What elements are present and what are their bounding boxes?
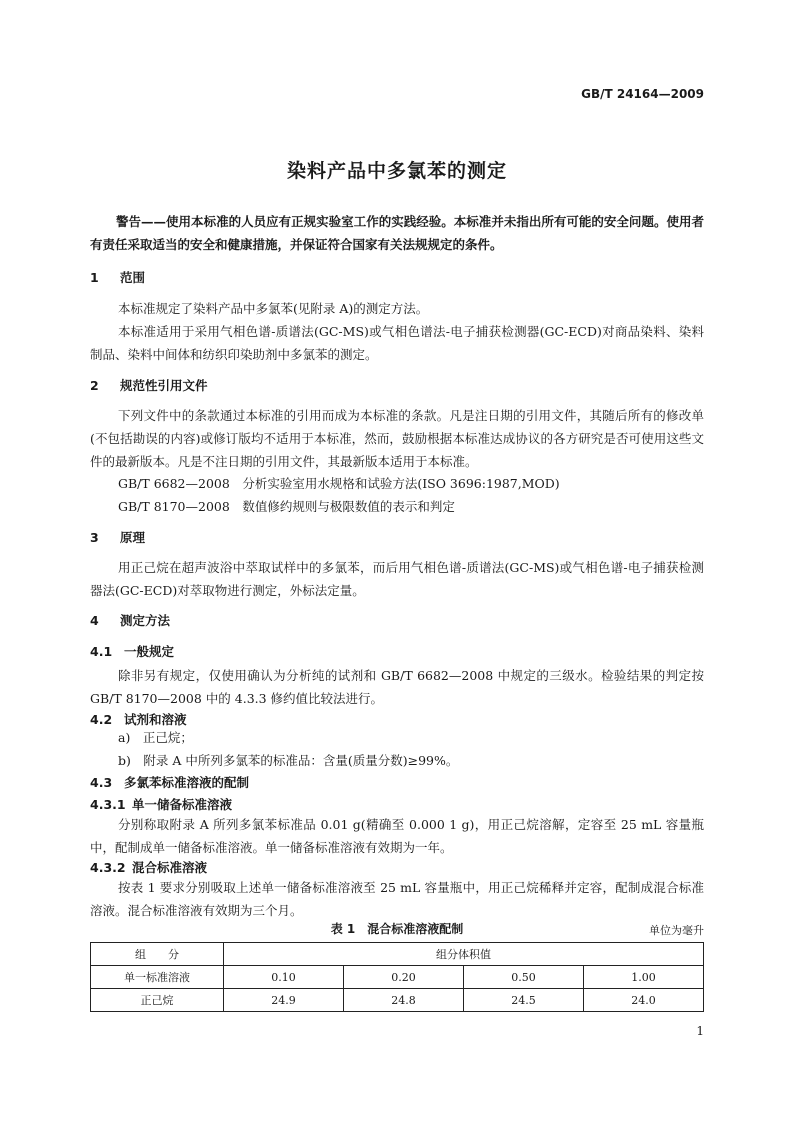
section-4-3-1-para: 分别称取附录 A 所列多氯苯标准品 0.01 g(精确至 0.000 1 g)，用正己烷溶解，定容至 25 mL 容量瓶中，配制成单一储备标准溶液。单一储备标准溶液有效期为一年。 [90,817,704,855]
table-cell: 24.8 [344,989,464,1012]
section-4-3-2-heading: 4.3.2 混合标准溶液 [90,860,208,875]
table-cell: 24.9 [224,989,344,1012]
section-4-3-2-para: 按表 1 要求分别吸取上述单一储备标准溶液至 25 mL 容量瓶中，用正己烷稀释并定容，配制成混合标准溶液。混合标准溶液有效期为三个月。 [90,880,704,918]
section-4-1-heading: 4.1 一般规定 [90,644,175,659]
reagent-item-b: b) 附录 A 中所列多氯苯的标准品：含量(质量分数)≥99%。 [118,753,459,768]
table-header-volume: 组分体积值 [224,943,704,966]
page-number: 1 [696,1024,704,1038]
table-cell-label: 正己烷 [91,989,224,1012]
reagent-item-a: a) 正己烷； [118,730,193,745]
table-cell: 0.10 [224,966,344,989]
section-4-2-heading: 4.2 试剂和溶液 [90,712,187,727]
section-4-1-para: 除非另有规定，仅使用确认为分析纯的试剂和 GB/T 6682—2008 中规定的三级水。检验结果的判定按 GB/T 8170—2008 中的 4.3.3 修约值比较法进行。 [90,668,704,706]
section-1-para-1: 本标准规定了染料产品中多氯苯(见附录 A)的测定方法。 [118,301,429,316]
table-header-component: 组 分 [91,943,224,966]
section-4-3-1-heading: 4.3.1 单一储备标准溶液 [90,797,233,812]
warning-paragraph: 警告——使用本标准的人员应有正规实验室工作的实践经验。本标准并未指出所有可能的安全问题。使用者有责任采取适当的安全和健康措施，并保证符合国家有关法规规定的条件。 [90,214,704,252]
section-1-para-2: 本标准适用于采用气相色谱-质谱法(GC-MS)或气相色谱法-电子捕获检测器(GC-ECD)对商品染料、染料制品、染料中间体和纺织印染助剂中多氯苯的测定。 [90,324,704,362]
table-1 [90,942,704,1012]
section-4-heading: 4 测定方法 [90,613,171,628]
document-title: 染料产品中多氯苯的测定 [286,160,507,182]
table-cell: 24.0 [584,989,704,1012]
table-cell-label: 单一标准溶液 [91,966,224,989]
reference-gbt8170: GB/T 8170—2008 数值修约规则与极限数值的表示和判定 [118,499,455,514]
reference-gbt6682: GB/T 6682—2008 分析实验室用水规格和试验方法(ISO 3696:1987,MOD) [118,476,560,491]
section-2-heading: 2 规范性引用文件 [90,378,208,393]
table-row [91,966,704,989]
table-1-unit: 单位为毫升 [649,924,704,937]
section-3-heading: 3 原理 [90,530,146,545]
table-header-row [91,943,704,966]
table-cell: 0.50 [464,966,584,989]
table-1-caption: 表 1 混合标准溶液配制 [330,922,464,936]
section-1-heading: 1 范围 [90,270,146,285]
table-cell: 1.00 [584,966,704,989]
section-4-3-heading: 4.3 多氯苯标准溶液的配制 [90,775,250,790]
table-cell: 0.20 [344,966,464,989]
section-2-para-1: 下列文件中的条款通过本标准的引用而成为本标准的条款。凡是注日期的引用文件，其随后所有的修改单(不包括勘误的内容)或修订版均不适用于本标准，然而，鼓励根据本标准达成协议的各方研究是否可使用这些文件的最新版本。凡是不注日期的引用文件，其最新版本适用于本标准。 [90,408,704,469]
table-row [91,989,704,1012]
standard-number: GB/T 24164—2009 [581,87,704,101]
table-cell: 24.5 [464,989,584,1012]
section-3-para-1: 用正己烷在超声波浴中萃取试样中的多氯苯，而后用气相色谱-质谱法(GC-MS)或气相色谱-电子捕获检测器法(GC-ECD)对萃取物进行测定，外标法定量。 [90,560,704,598]
